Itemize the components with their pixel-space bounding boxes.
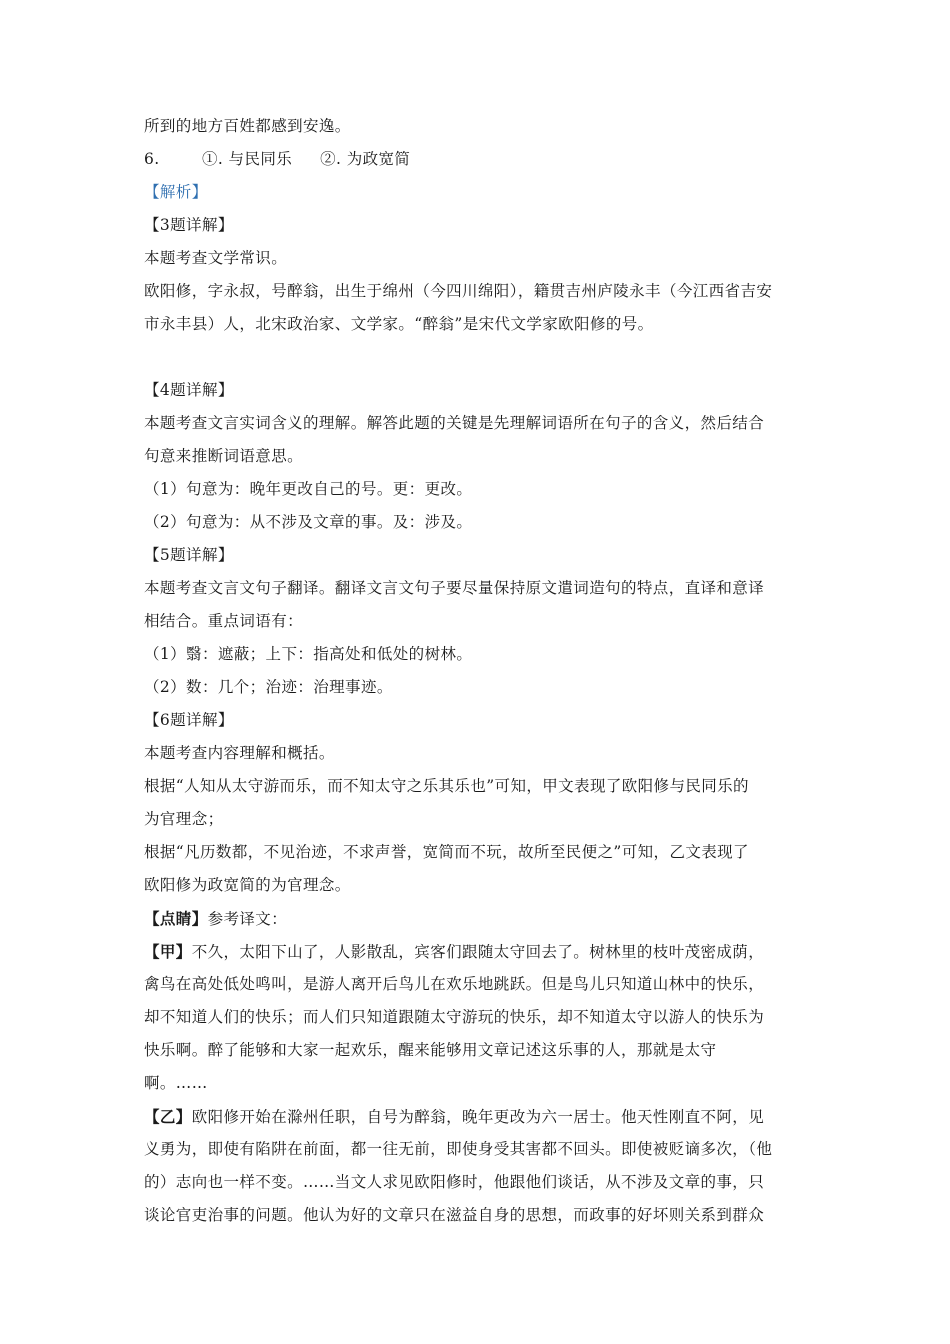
yi-first-text: 欧阳修开始在滁州任职，自号为醉翁，晚年更改为六一居士。他天性刚直不阿，见	[191, 1108, 765, 1126]
jia-label: 【甲】	[144, 942, 192, 961]
jia-line: 快乐啊。醉了能够和大家一起欢乐，醒来能够用文章记述这乐事的人，那就是太守	[144, 1041, 717, 1059]
yi-line: 的）志向也一样不变。……当文人求见欧阳修时，他跟他们谈话，从不涉及文章的事，只	[144, 1173, 765, 1191]
q6-line: 欧阳修为政宽简的为官理念。	[144, 876, 351, 894]
q4-line: （2）句意为：从不涉及文章的事。及：涉及。	[144, 513, 473, 531]
q6-line: 根据“凡历数都，不见治迹，不求声誉，宽简而不玩，故所至民便之”可知，乙文表现了	[144, 843, 749, 861]
q5-line: （2）数：几个；治迹：治理事迹。	[144, 678, 393, 696]
jia-first-line	[144, 935, 804, 968]
q6-line: 本题考查内容理解和概括。	[144, 744, 335, 762]
q3-line: 市永丰县）人，北宋政治家、文学家。“醉翁”是宋代文学家欧阳修的号。	[144, 315, 654, 333]
q6-line: 根据“人知从太守游而乐，而不知太守之乐其乐也”可知，甲文表现了欧阳修与民同乐的	[144, 777, 749, 795]
q4-line: 本题考查文言实词含义的理解。解答此题的关键是先理解词语所在句子的含义，然后结合	[144, 414, 765, 432]
q3-line: 欧阳修，字永叔，号醉翁，出生于绵州（今四川绵阳），籍贯吉州庐陵永丰（今江西省吉安	[144, 282, 773, 300]
answer-prev-line: 所到的地方百姓都感到安逸。	[144, 117, 351, 135]
q5-line: 本题考查文言文句子翻译。翻译文言文句子要尽量保持原文遣词造句的特点，直译和意译	[144, 579, 765, 597]
answer-6-number: 6.	[144, 150, 160, 168]
dianjing-label: 【点睛】	[144, 909, 208, 928]
jia-line: 却不知道人们的快乐；而人们只知道跟随太守游玩的快乐，却不知道太守以游人的快乐为	[144, 1008, 765, 1026]
jia-line: 禽鸟在高处低处鸣叫，是游人离开后鸟儿在欢乐地跳跃。但是鸟儿只知道山林中的快乐，	[144, 975, 765, 993]
analysis-label: 【解析】	[144, 183, 208, 201]
q5-heading: 【5题详解】	[144, 546, 234, 564]
yi-first-line	[144, 1100, 804, 1133]
yi-line: 义勇为，即使有陷阱在前面，都一往无前，即使身受其害都不回头。即使被贬谪多次，（他	[144, 1140, 773, 1158]
q6-heading: 【6题详解】	[144, 711, 234, 729]
answer-6-item-2: ②. 为政宽简	[320, 150, 411, 168]
document-page	[144, 110, 804, 1232]
q3-line: 本题考查文学常识。	[144, 249, 288, 267]
q5-line: （1）翳：遮蔽；上下：指高处和低处的树林。	[144, 645, 473, 663]
q4-heading: 【4题详解】	[144, 381, 234, 399]
dianjing-text: 参考译文：	[207, 910, 288, 928]
q6-line: 为官理念；	[144, 810, 224, 828]
yi-label: 【乙】	[144, 1107, 192, 1126]
dianjing-line	[144, 902, 804, 935]
jia-first-text: 不久，太阳下山了，人影散乱，宾客们跟随太守回去了。树林里的枝叶茂密成荫，	[191, 943, 765, 961]
q3-heading: 【3题详解】	[144, 216, 234, 234]
q5-line: 相结合。重点词语有：	[144, 612, 304, 630]
answer-6	[144, 143, 804, 176]
blank-line	[144, 341, 804, 374]
answer-6-item-1: ①. 与民同乐	[202, 150, 293, 168]
q4-line: 句意来推断词语意思。	[144, 447, 304, 465]
jia-line: 啊。……	[144, 1074, 208, 1092]
yi-line: 谈论官吏治事的问题。他认为好的文章只在滋益自身的思想，而政事的好坏则关系到群众	[144, 1206, 765, 1224]
q4-line: （1）句意为：晚年更改自己的号。更：更改。	[144, 480, 473, 498]
